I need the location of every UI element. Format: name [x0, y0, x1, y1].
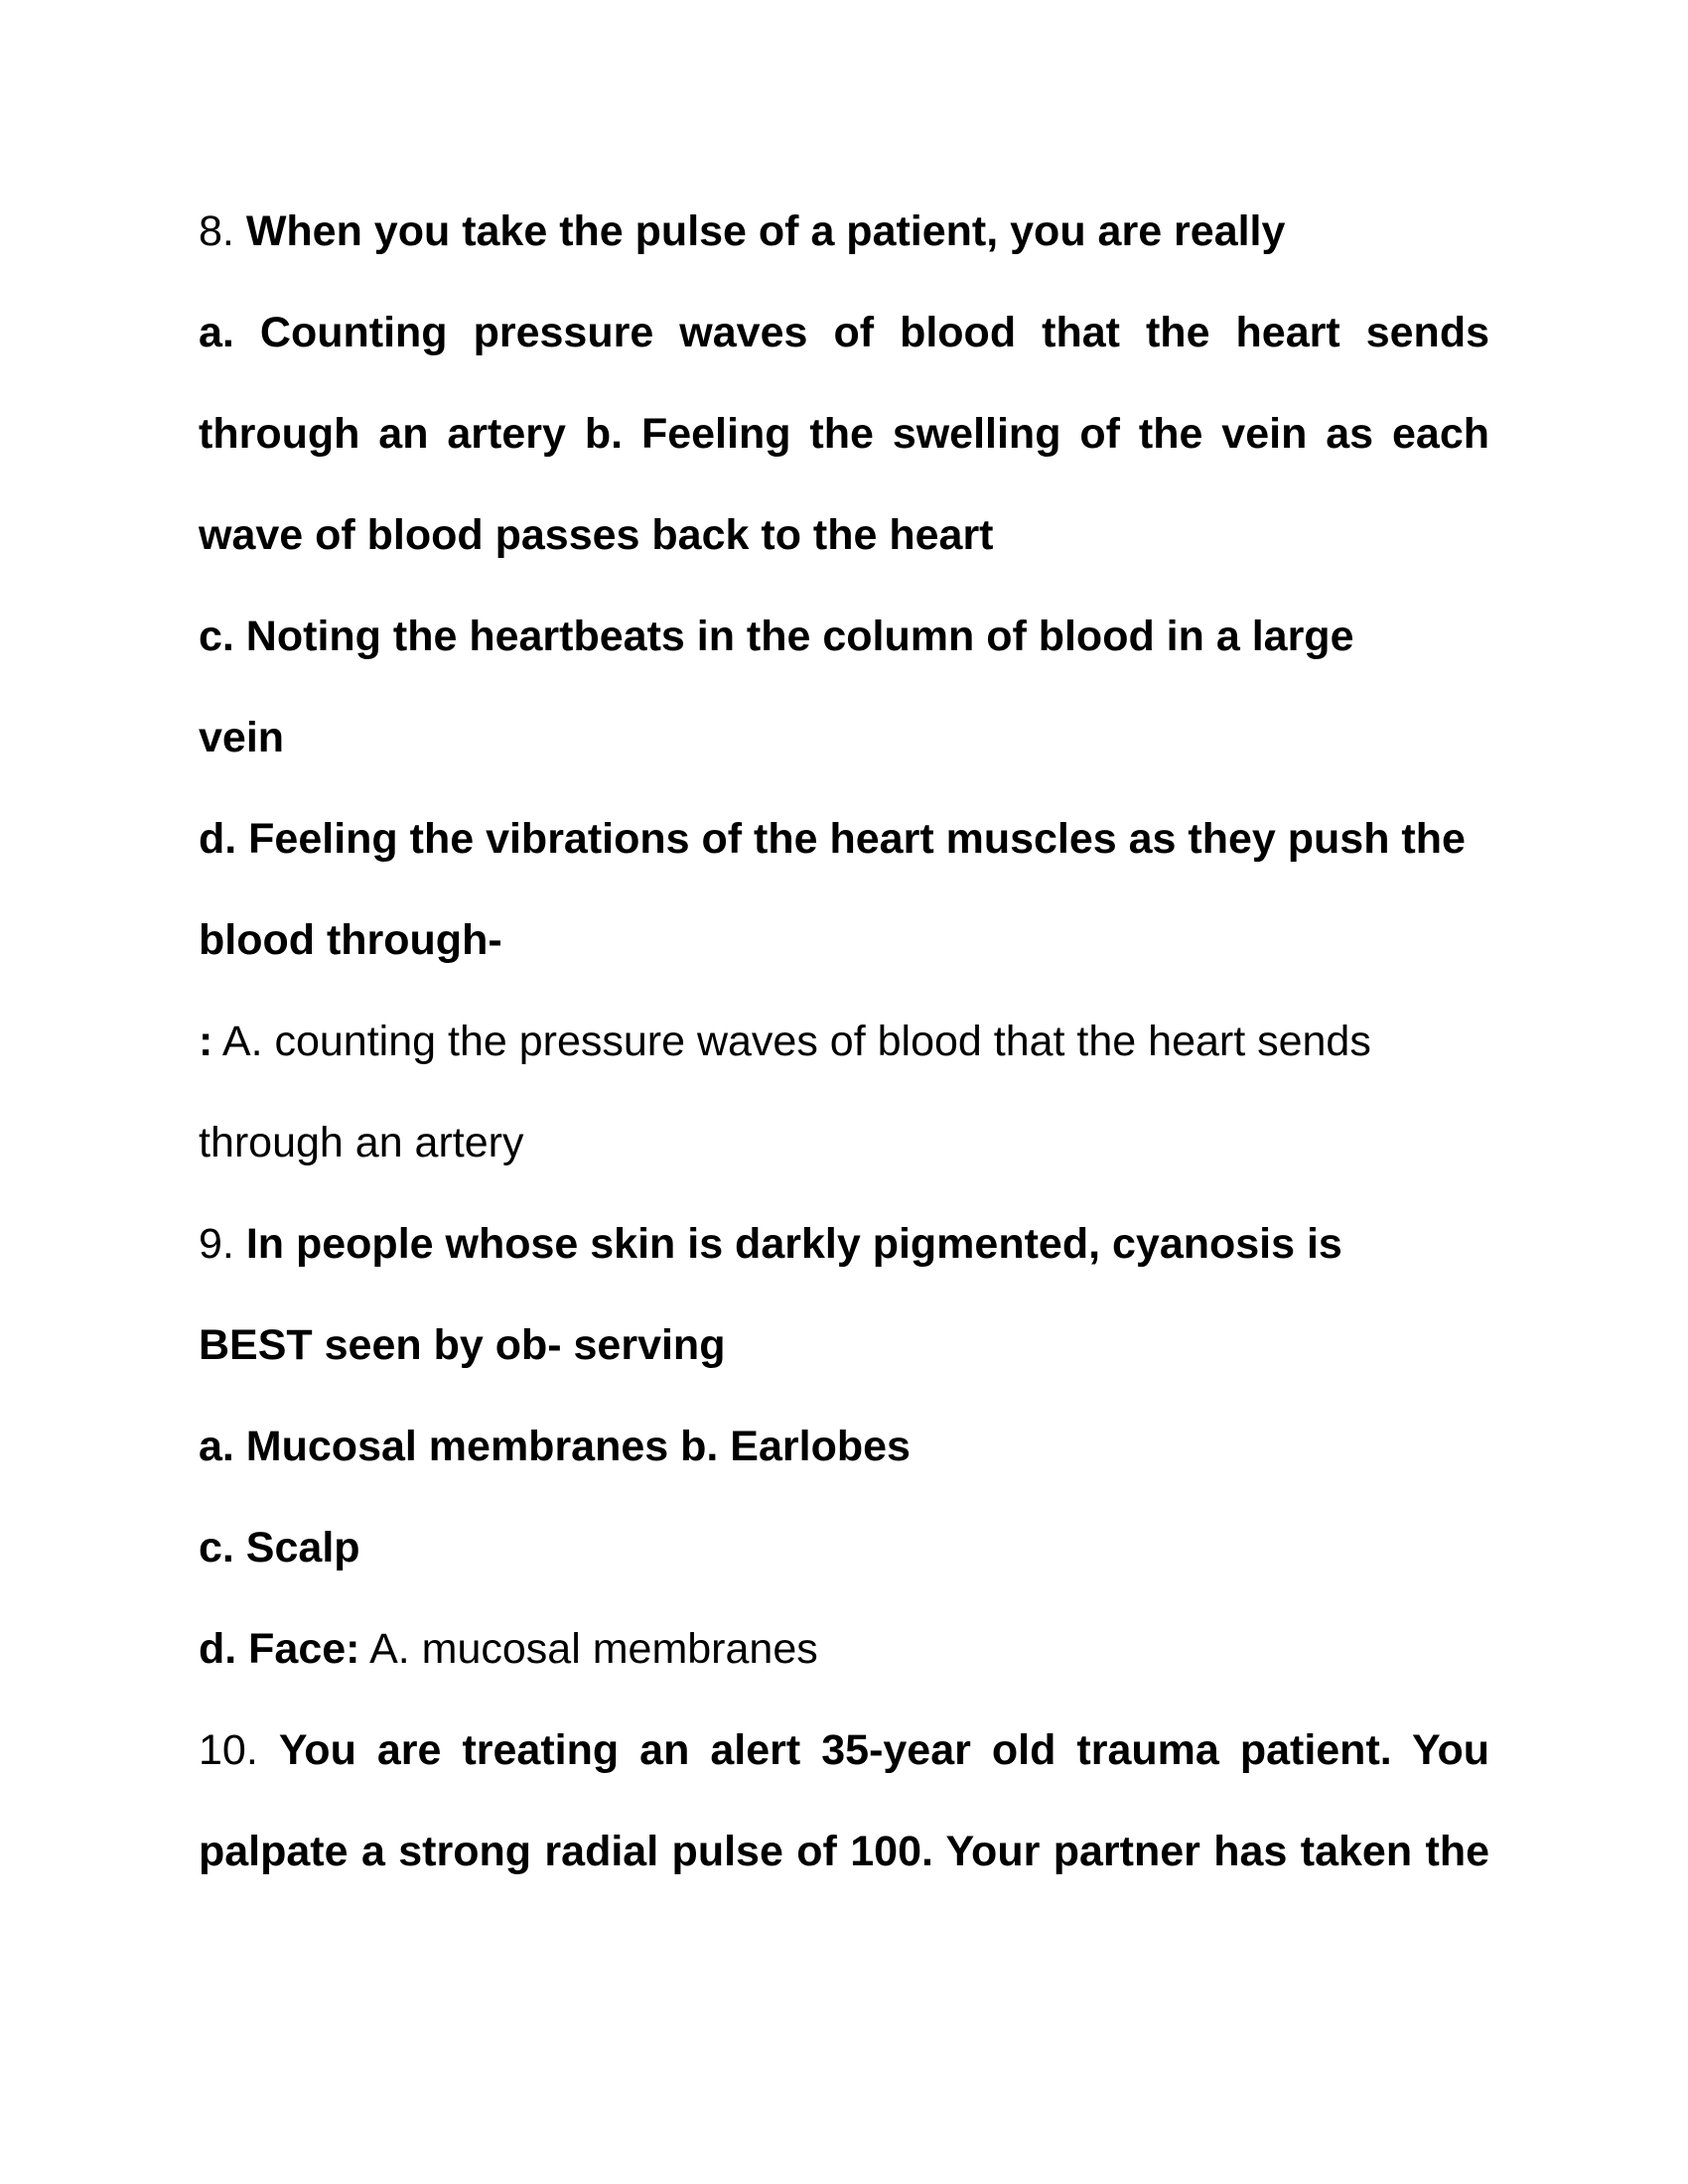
question-9-option-a-b: a. Mucosal membranes b. Earlobes — [199, 1423, 911, 1470]
question-8-option-b: wave of blood passes back to the heart — [199, 511, 994, 559]
question-number: 10. — [199, 1726, 258, 1774]
question-8-stem — [199, 202, 1489, 261]
question-10-stem-cont: palpate a strong radial pulse of 100. Your partner has taken the — [199, 1828, 1489, 1875]
question-text: You are treating an alert 35-year old trauma patient. You — [278, 1726, 1489, 1774]
question-text: In people whose skin is darkly pigmented, cyanosis is — [245, 1220, 1342, 1268]
answer-text: A. mucosal membranes — [359, 1625, 818, 1673]
question-8-option-d: d. Feeling the vibrations of the heart muscles as they push the — [199, 815, 1466, 863]
question-9-option-c: c. Scalp — [199, 1524, 360, 1571]
question-10-stem — [199, 1720, 1489, 1780]
question-8-answer — [199, 1012, 1489, 1071]
question-9-option-d — [199, 1619, 1489, 1679]
question-8-option-c: c. Noting the heartbeats in the column of blood in a large — [199, 613, 1354, 660]
question-number: 8. — [199, 207, 234, 255]
question-8-option-a-b: through an artery b. Feeling the swelling of the vein as each — [199, 410, 1489, 458]
question-number: 9. — [199, 1220, 234, 1268]
question-8-answer-cont: through an artery — [199, 1119, 524, 1166]
question-9-stem — [199, 1214, 1489, 1274]
question-8-option-c-cont: vein — [199, 714, 285, 761]
question-text: When you take the pulse of a patient, you are really — [245, 207, 1286, 255]
question-9-stem-cont: BEST seen by ob- serving — [199, 1321, 726, 1369]
answer-marker: : — [199, 1018, 213, 1065]
question-8-option-a: a. Counting pressure waves of blood that the heart sends — [199, 309, 1489, 356]
question-8-option-d-cont: blood through- — [199, 916, 502, 964]
option-d-text: d. Face: — [199, 1625, 360, 1673]
answer-text: A. counting the pressure waves of blood that the heart sends — [212, 1018, 1371, 1065]
